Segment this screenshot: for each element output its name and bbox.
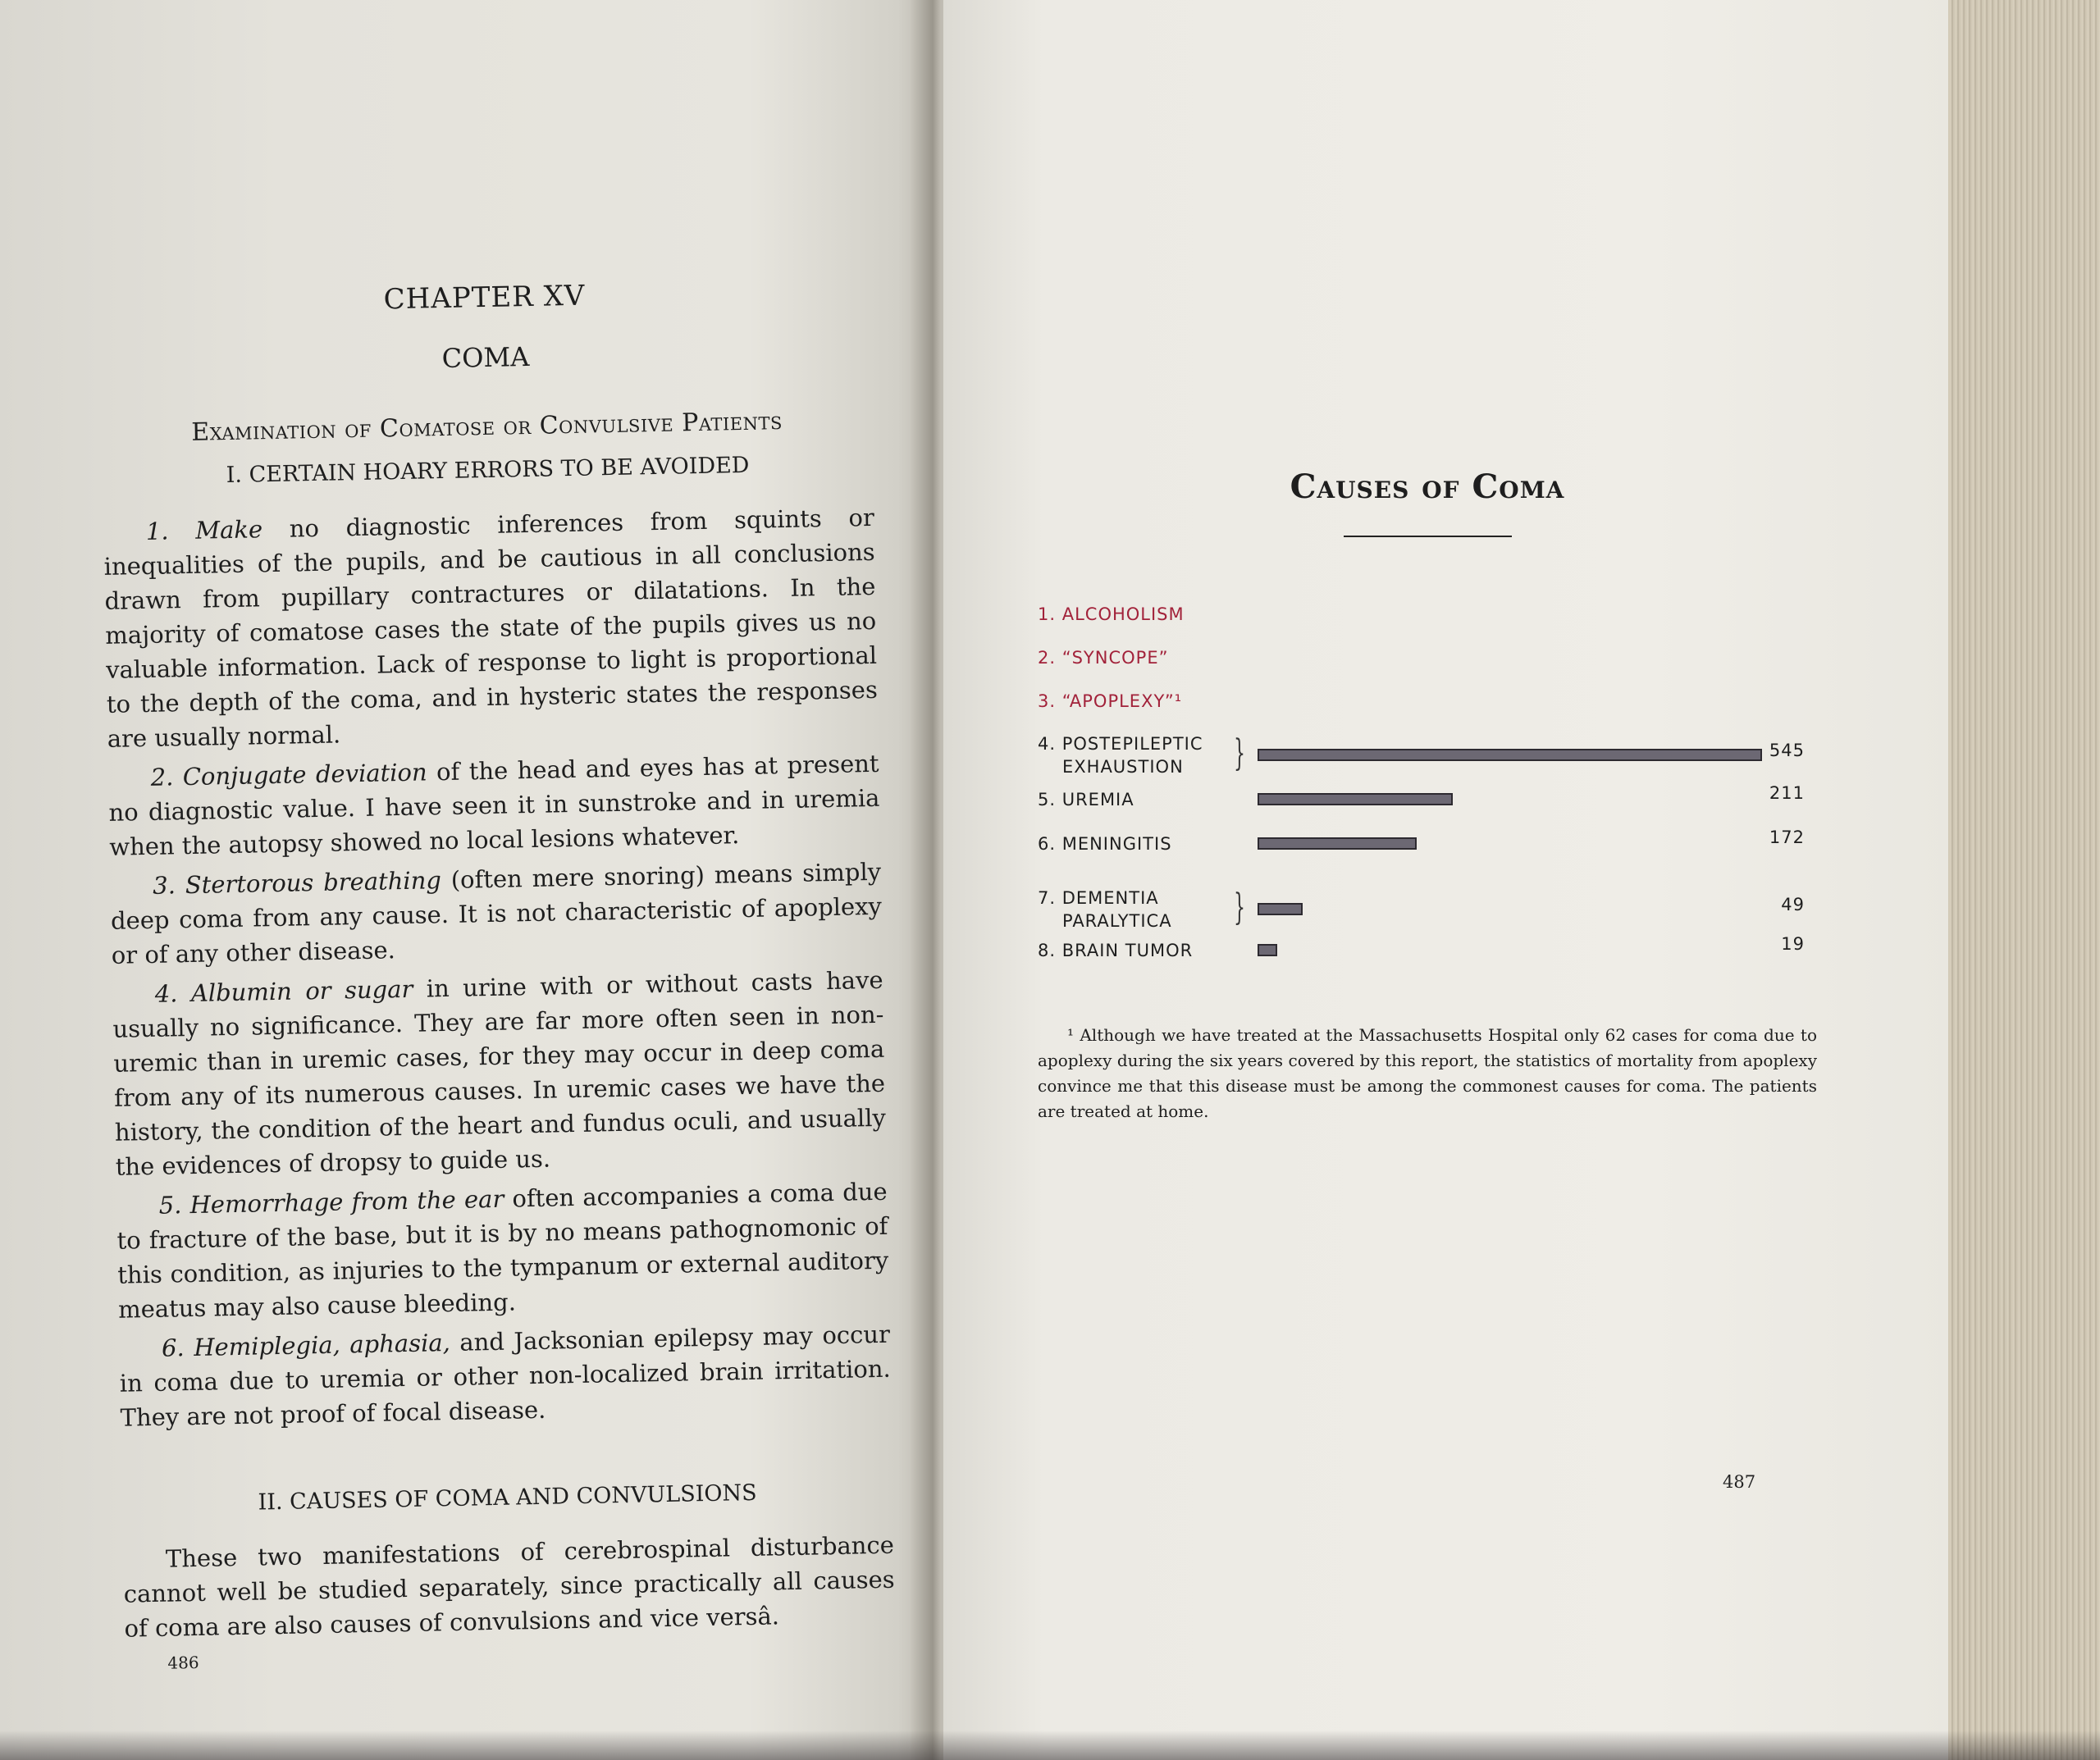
value-label: 211 (1769, 783, 1805, 803)
category-label-line: 7. DEMENTIA (1038, 888, 1159, 908)
footnote: ¹ Although we have treated at the Massachusetts Hospital only 62 cases for coma due to apoplexy during the six years covered by this report, the statistics of mortality from apoplexy convince me that this disease must be among the commonest causes for coma. The patients are treated at home. (1038, 1025, 1817, 1121)
chart-title: Causes of Coma (1290, 467, 1565, 506)
section-title: Examination of Comatose or Convulsive Patients (190, 407, 783, 447)
closing-paragraph: These two manifestations of cerebrospinal disturbance cannot well be studied separately, since practically all causes of coma are also causes of convulsions and vice versâ. (123, 1530, 895, 1643)
paragraph: 2. Conjugate deviation of the head and eyes has at present no diagnostic value. I have seen it in sunstroke and in uremia when the autopsy showed no local lesions whatever. (108, 749, 880, 861)
category-label-line: 8. BRAIN TUMOR (1038, 941, 1194, 960)
bar (1258, 944, 1277, 956)
brace-mark: } (1234, 887, 1245, 928)
paragraph: 1. Make no diagnostic inferences from squints or inequalities of the pupils, and be cautious in all conclusions drawn from pupillary contractures or dilatations. In the majority of comatose cases the state of the pupils gives us no valuable information. Lack of response to light is proportional to the depth of the coma, and in hysteric states the responses are usually normal. (103, 503, 879, 753)
category-label-line: 3. “APOPLEXY”¹ (1038, 691, 1183, 711)
category-label-line: 4. POSTEPILEPTIC (1038, 734, 1203, 754)
category-label-line: EXHAUSTION (1062, 757, 1184, 777)
bar (1258, 903, 1303, 915)
category-label-line: PARALYTICA (1062, 911, 1172, 931)
causes-of-coma-chart (1038, 603, 1817, 1013)
page-number-right: 487 (1723, 1472, 1756, 1492)
category-label-line: 5. UREMIA (1038, 790, 1134, 809)
chapter-title: COMA (441, 340, 530, 374)
paragraph: 5. Hemorrhage from the ear often accompanies a coma due to fracture of the base, but it is by no means pathognomonic of this condition, as injuries to the tympanum or external auditory meatus may also cause bleeding. (116, 1177, 889, 1324)
right-page-text (1038, 467, 1817, 1141)
value-label: 49 (1781, 895, 1805, 914)
paragraph: 6. Hemiplegia, aphasia, and Jacksonian epilepsy may occur in coma due to uremia or other non-localized brain irritation. They are not proof of focal disease. (119, 1320, 892, 1432)
subsection-title-1: I. CERTAIN HOARY ERRORS TO BE AVOIDED (226, 452, 750, 489)
chapter-heading: CHAPTER XV (383, 279, 586, 317)
bottom-shadow (0, 1730, 2100, 1760)
category-label (1038, 732, 1203, 778)
bar (1258, 793, 1453, 805)
category-label (1038, 832, 1172, 855)
category-label-line: 2. “SYNCOPE” (1038, 648, 1169, 668)
title-rule (1344, 536, 1512, 537)
brace-mark: } (1234, 732, 1245, 774)
subsection-title-2: II. CAUSES OF COMA AND CONVULSIONS (258, 1480, 757, 1516)
category-label (1038, 788, 1134, 811)
left-page-text (98, 264, 896, 1674)
value-label: 172 (1769, 828, 1805, 847)
category-label (1038, 939, 1193, 962)
category-label-line: 6. MENINGITIS (1038, 834, 1172, 854)
paragraph: 3. Stertorous breathing (often mere snoring) means simply deep coma from any cause. It is not characteristic of apoplexy or of any other disease. (110, 857, 883, 969)
paragraph: 4. Albumin or sugar in urine with or without casts have usually no significance. They are far more often seen in non-uremic than in uremic cases, for they may occur in deep coma from any of its numerous causes. In uremic cases we have the history, the condition of the heart and fundus oculi, and usually the evidences of dropsy to guide us. (112, 965, 887, 1181)
category-label (1038, 646, 1168, 669)
category-label-line: 1. ALCOHOLISM (1038, 604, 1185, 624)
bar (1258, 749, 1762, 761)
bar (1258, 837, 1417, 850)
value-label: 19 (1781, 934, 1805, 954)
category-label (1038, 887, 1172, 932)
value-label: 545 (1769, 741, 1805, 760)
page-number-left: 486 (167, 1652, 199, 1673)
category-label (1038, 690, 1182, 713)
page-edges (1948, 0, 2100, 1760)
category-label (1038, 603, 1185, 626)
